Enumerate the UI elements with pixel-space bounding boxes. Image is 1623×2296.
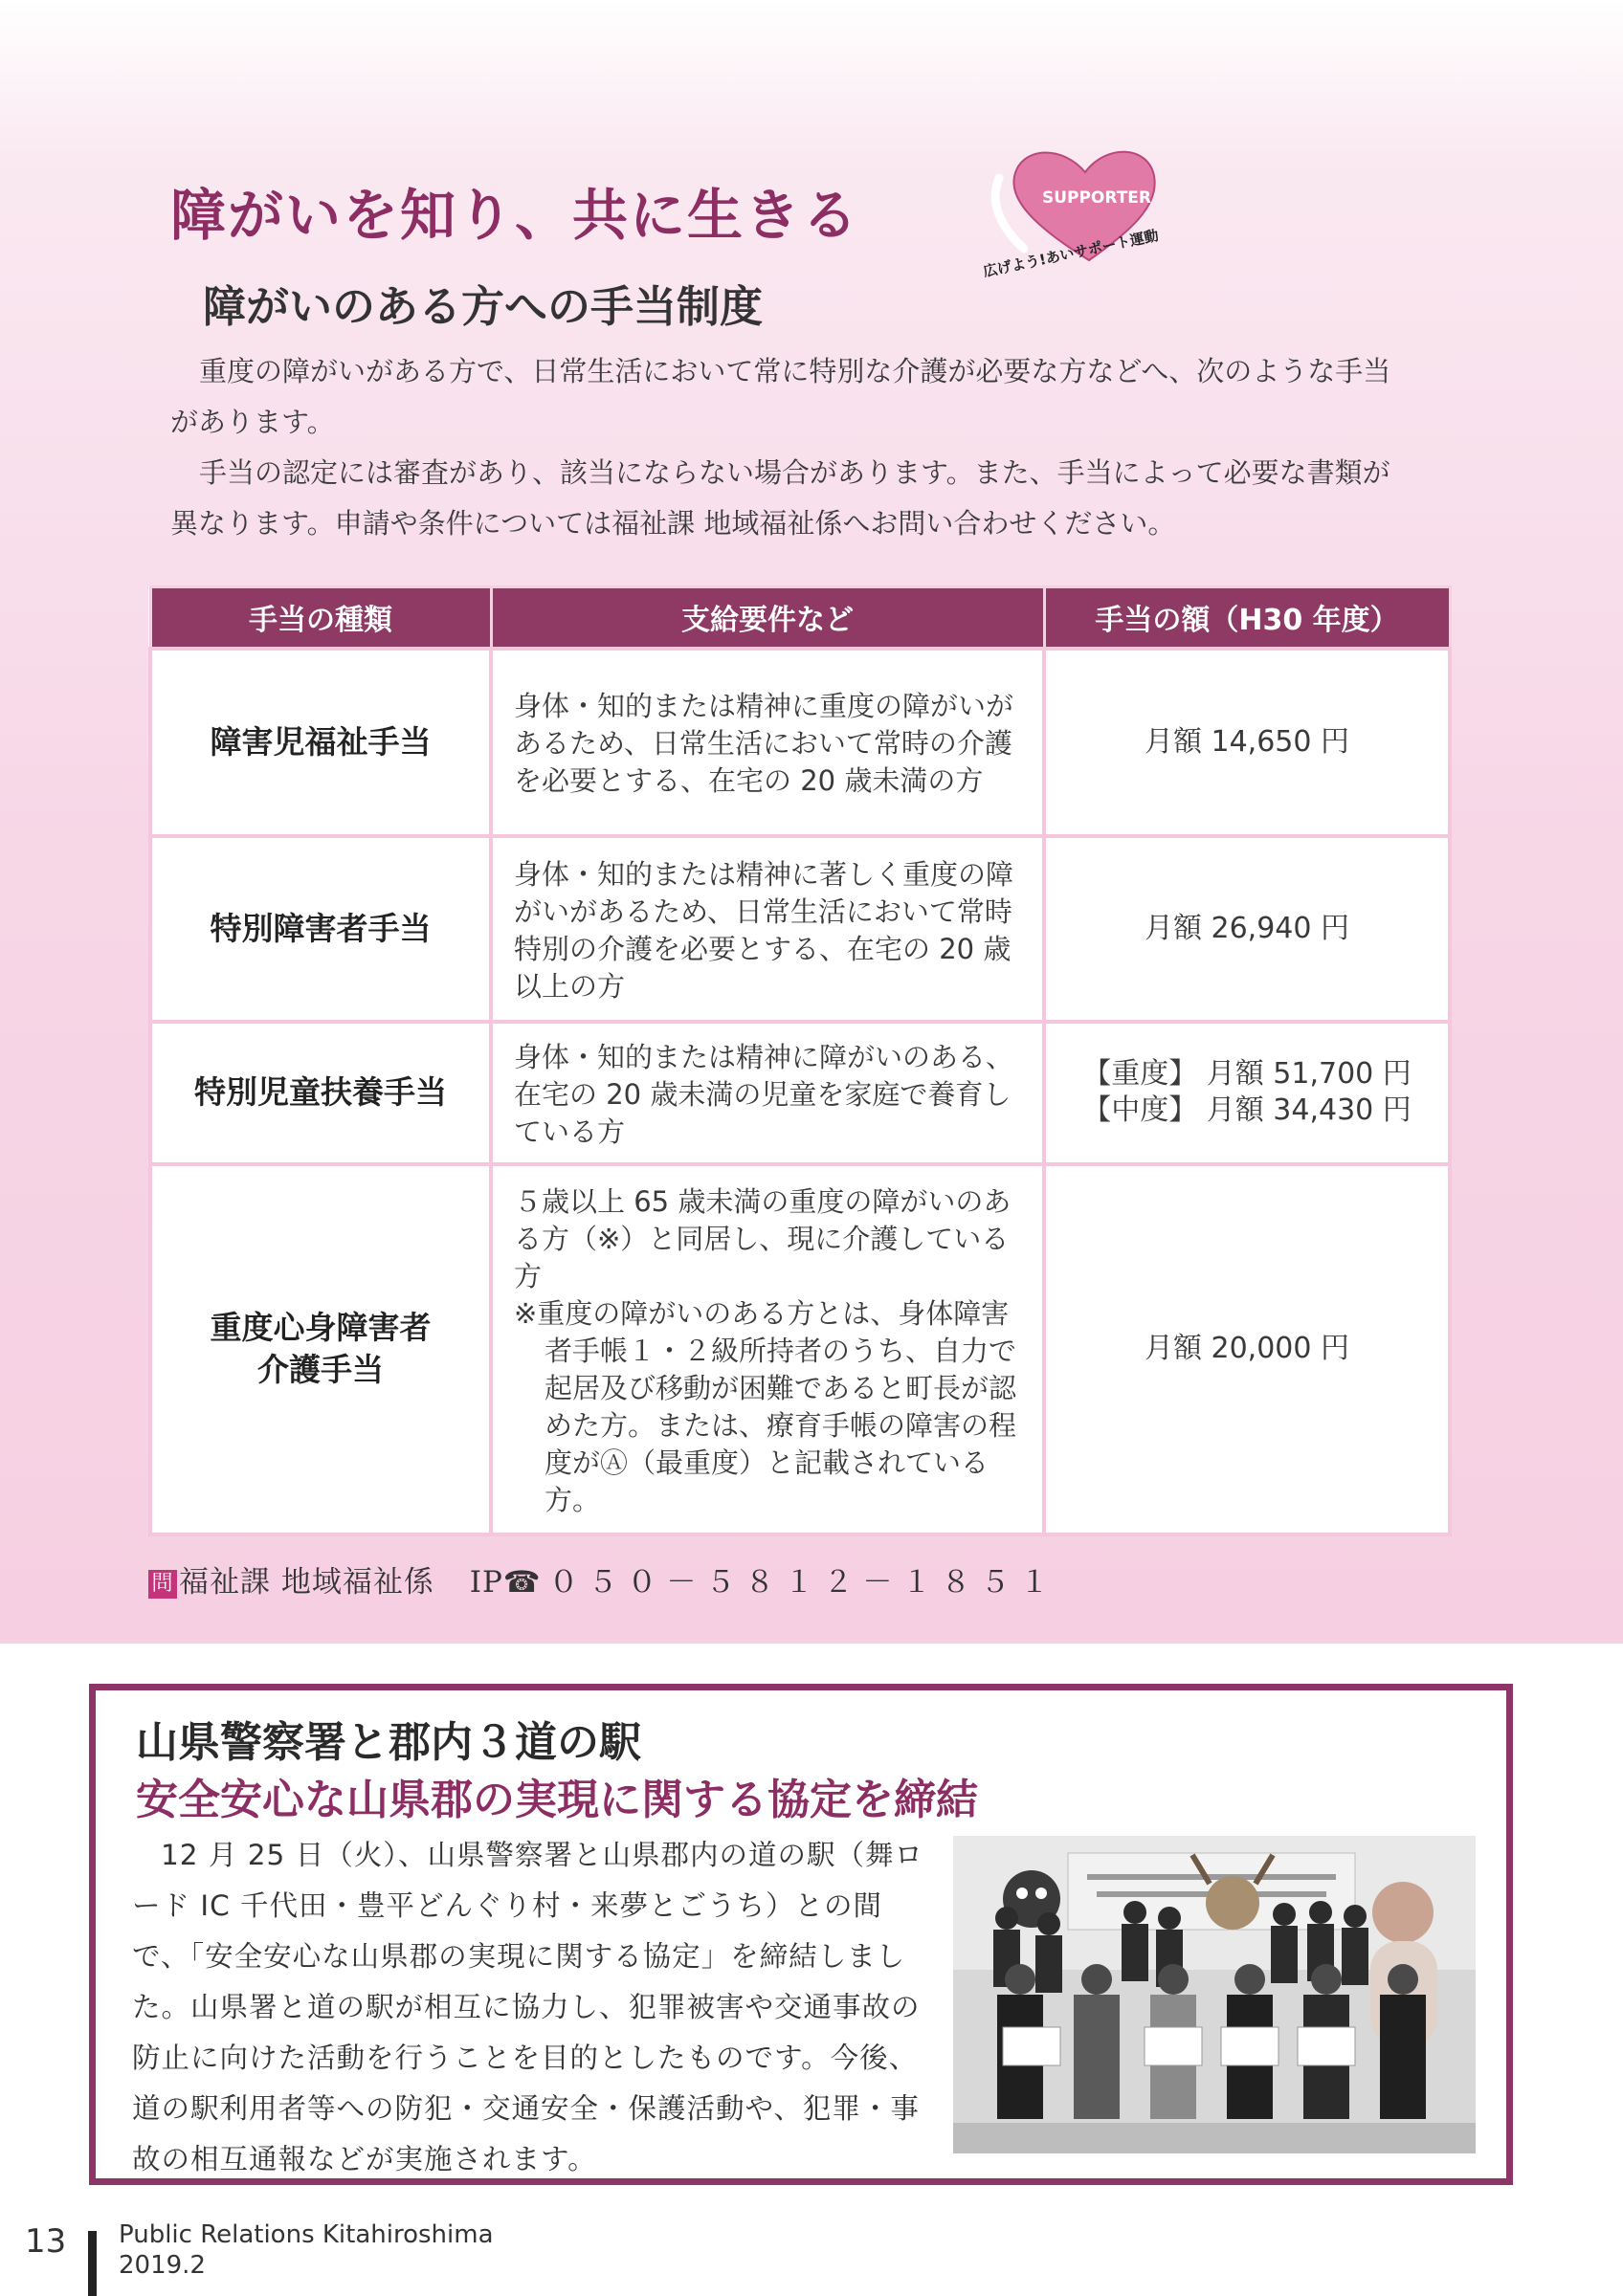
- signing-ceremony-photo: [953, 1836, 1476, 2153]
- table-row: [150, 649, 1450, 836]
- logo-badge-text: SUPPORTER: [1041, 188, 1152, 208]
- amount-text: 月額 14,650 円: [1144, 724, 1350, 759]
- allowance-amount: [1044, 1022, 1450, 1164]
- amount-text-severe: 【重度】 月額 51,700 円: [1082, 1057, 1412, 1091]
- footer-divider: [88, 2231, 97, 2296]
- allowance-type: 障害児福祉手当: [150, 649, 491, 836]
- publication-info: [119, 2219, 494, 2281]
- requirement-text: ５歳以上 65 歳未満の重度の障がいのある方（※）と同居し、現に介護している方: [514, 1184, 1012, 1292]
- allowance-requirement: [491, 1022, 1044, 1164]
- table-header-row: [150, 587, 1450, 649]
- contact-department: 福祉課 地域福祉係: [179, 1565, 434, 1600]
- news-article: [89, 1684, 1513, 2185]
- news-subheading: 安全安心な山県郡の実現に関する協定を締結: [136, 1776, 978, 1824]
- phone-number: ０５０－５８１２－１８５１: [548, 1565, 1059, 1600]
- publication-issue: 2019.2: [119, 2251, 206, 2280]
- allowance-amount: [1044, 836, 1450, 1022]
- allowance-type: 特別障害者手当: [150, 836, 491, 1022]
- page-number: 13: [25, 2222, 67, 2261]
- inquiry-badge: 問: [148, 1570, 177, 1599]
- publication-name: Public Relations Kitahiroshima: [119, 2220, 494, 2249]
- table-row: [150, 1164, 1450, 1534]
- ai-support-logo: [967, 134, 1177, 277]
- allowance-table: [148, 585, 1452, 1536]
- requirement-note: ※重度の障がいのある方とは、身体障害者手帳１・２級所持者のうち、自力で起居及び移動が困難であると町長が認めた方。または、療育手帳の障害の程度がⒶ（最重度）と記載されている方。: [514, 1296, 1017, 1516]
- header-requirement: 支給要件など: [491, 587, 1044, 649]
- allowance-requirement: [491, 836, 1044, 1022]
- intro-text: [170, 346, 1414, 549]
- allowance-requirement: [491, 1164, 1044, 1534]
- header-type: 手当の種類: [150, 587, 491, 649]
- requirement-text: 身体・知的または精神に重度の障がいがあるため、日常生活において常時の介護を必要とする、在宅の 20 歳未満の方: [514, 690, 1014, 797]
- intro-paragraph: 重度の障がいがある方で、日常生活において常に特別な介護が必要な方などへ、次のような手当があります。: [170, 355, 1391, 438]
- section-subtitle: 障がいのある方への手当制度: [203, 281, 764, 332]
- section-title: 障がいを知り、共に生きる: [170, 183, 860, 248]
- table-row: [150, 1022, 1450, 1164]
- amount-text: 月額 26,940 円: [1144, 911, 1350, 945]
- intro-paragraph: 手当の認定には審査があり、該当にならない場合があります。また、手当によって必要な書類が異なります。申請や条件については福祉課 地域福祉係へお問い合わせください。: [170, 456, 1390, 540]
- news-heading: 山県警察署と郡内３道の駅: [136, 1718, 641, 1767]
- requirement-text: 身体・知的または精神に著しく重度の障がいがあるため、日常生活において常時特別の介護を必要とする、在宅の 20 歳以上の方: [514, 857, 1014, 1003]
- allowance-amount: [1044, 1164, 1450, 1534]
- logo-caption: 広げよう!あいサポート運動: [981, 226, 1161, 277]
- news-body: 12 月 25 日（火）、山県警察署と山県郡内の道の駅（舞ロード IC 千代田・豊平どんぐり村・来夢とごうち）との間で、「安全安心な山県郡の実現に関する協定」を締結しました。山県署と道の駅が相互に協力し、犯罪被害や交通事故の防止に向けた活動を行うことを目的としたものです。今後、道の駅利用者等への防犯・交通安全・保護活動や、犯罪・事故の相互通報などが実施されます。: [132, 1839, 923, 2175]
- requirement-text: 身体・知的または精神に障がいのある、在宅の 20 歳未満の児童を家庭で養育している方: [514, 1040, 1014, 1148]
- allowance-amount: [1044, 649, 1450, 836]
- allowance-type: 重度心身障害者 介護手当: [150, 1164, 491, 1534]
- amount-text: 月額 20,000 円: [1144, 1332, 1350, 1365]
- allowance-type: 特別児童扶養手当: [150, 1022, 491, 1164]
- amount-text-moderate: 【中度】 月額 34,430 円: [1082, 1093, 1412, 1127]
- contact-line: [148, 1557, 1058, 1601]
- phone-label: IP☎: [469, 1565, 542, 1600]
- header-amount: 手当の額（H30 年度）: [1044, 587, 1450, 649]
- allowance-requirement: [491, 649, 1044, 836]
- table-row: [150, 836, 1450, 1022]
